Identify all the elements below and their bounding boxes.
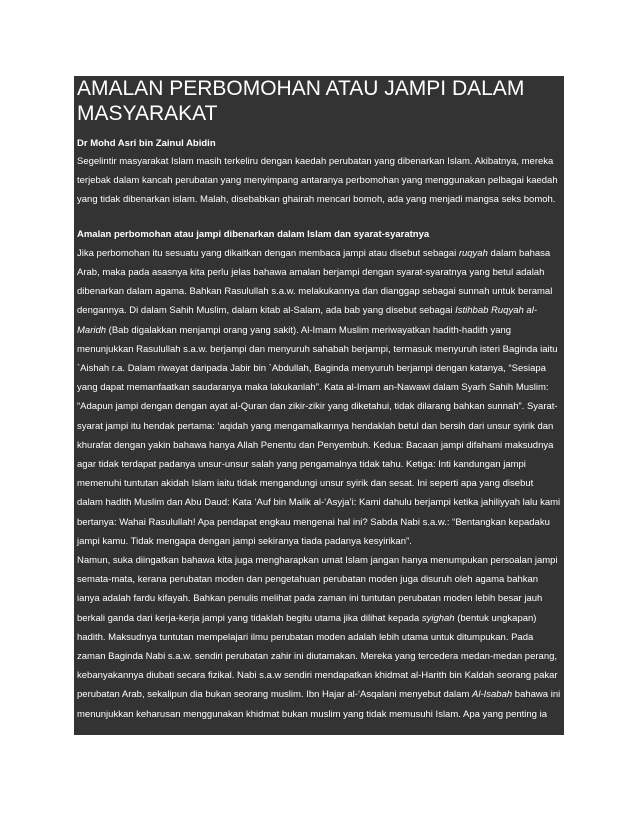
body2-text-b: (bentuk ungkapan) hadith. Maksudnya tuntutan mempelajari ilmu perubatan moden adalah lebih utama untuk ditumpukan. Pada zaman Baginda Nabi s.a.w. sendiri perubatan zahir ini diutamakan. Mereka yang tercedera medan-medan perang, kebanyakannya diubati secara fizikal. Nabi s.a.w sendiri mendapatkan khidmat al-Harith bin Kaldah seorang pakar perubatan Arab, sekalipun dia bukan seorang muslim. Ibn Hajar al-‘Asqalani menyebut dalam xyxy=(77,612,558,701)
body2-text-c: bahawa ini menunjukkan keharusan menggunakan khidmat bukan muslim yang tidak memusuhi Islam. Apa yang penting ia xyxy=(77,689,561,720)
paragraph-spacer xyxy=(77,210,561,219)
body2-isabah-term: Al-Isabah xyxy=(472,689,513,701)
body-paragraph-2 xyxy=(77,551,561,724)
intro-paragraph: Segelintir masyarakat Islam masih terkeliru dengan kaedah perubatan yang dibenarkan Islam. Akibatnya, mereka terjebak dalam kancah perubatan yang menyimpang antaranya perbomohan yang menggunakan pelbagai kaedah yang tidak dibenarkan islam. Malah, disebabkan ghairah mencari bomoh, ada yang menjadi mangsa seks bomoh. xyxy=(77,156,558,206)
body1-text-c: (Bab digalakkan menjampi orang yang sakit). Al-Imam Muslim meriwayatkan hadith-hadith yang menunjukkan Rasulullah s.a.w. berjampi dan menyuruh sahabah berjampi, termasuk menyuruh isteri Baginda iaitu `Aishah r.a. Dalam riwayat daripada Jabir bin `Abdullah, Baginda menyuruh berjampi dengan katanya, “Sesiapa yang dapat memanfaatkan saudaranya maka lakukanlah”. Kata al-Imam an-Nawawi dalam Syarh Sahih Muslim: “Adapun jampi dengan dengan ayat al-Quran dan zikir-zikir yang diketahui, tidak dilarang bahkan sunnah”. Syarat-syarat jampi itu hendak pertama: ‘aqidah yang mengamalkannya hendaklah betul dan bersih dari unsur syirik dan khurafat dengan yakin bahawa hanya Allah Penentu dan Penyembuh. Kedua: Bacaan jampi difahami maksudnya agar tidak terdapat padanya unsur-unsur salah yang pengamalnya tidak tahu. Ketiga: Inti kandungan jampi memenuhi tuntutan akidah Islam iaitu tidak mengandungi unsur syirik dan sesat. Ini seperti apa yang disebut dalam hadith Muslim dan Abu Daud: Kata ‘Auf bin Malik al-‘Asyja’i: Kami dahulu berjampi ketika jahiliyyah lalu kami bertanya: Wahai Rasulullah! Apa pendapat engkau mengenai hal ini? Sabda Nabi s.a.w.: “Bentangkan kepadaku jampi kamu. Tidak mengapa dengan jampi sekiranya tiada padanya kesyirikan”. xyxy=(77,324,561,547)
body1-text-a: Jika perbomohan itu sesuatu yang dikaitkan dengan membaca jampi atau disebut sebagai xyxy=(77,247,459,259)
body1-istihbab-term: Istihbab Ruqyah al-Maridh xyxy=(77,305,537,336)
body1-ruqyah-term: ruqyah xyxy=(458,247,488,259)
article-title: AMALAN PERBOMOHAN ATAU JAMPI DALAM MASYARAKAT xyxy=(77,77,525,125)
body-paragraph-1 xyxy=(77,244,561,551)
article-panel xyxy=(74,76,564,735)
body1-text-b: dalam bahasa Arab, maka pada asasnya kita perlu jelas bahawa amalan berjampi dengan syarat-syaratnya yang betul adalah dibenarkan dalam agama. Bahkan Rasulullah s.a.w. melakukannya dan dianggap sebagai sunnah untuk beramal dengannya. Di dalam Sahih Muslim, dalam kitab al-Salam, ada bab yang disebut sebagai xyxy=(77,247,553,317)
author-name: Dr Mohd Asri bin Zainul Abidin xyxy=(77,138,216,149)
body2-syighah-term: syighah xyxy=(421,612,455,624)
body2-text-a: Namun, suka diingatkan bahawa kita juga mengharapkan umat Islam jangan hanya menumpukan persoalan jampi semata-mata, kerana perubatan moden dan pengetahuan perubatan moden juga disuruh oleh agama bahkan ianya adalah fardu kifayah. Bahkan penulis melihat pada zaman ini tuntutan perubatan moden lebih besar jauh berkali ganda dari kerja-kerja jampi yang tidaklah begitu utama jika dilihat kepada xyxy=(77,555,558,624)
section-heading: Amalan perbomohan atau jampi dibenarkan dalam Islam dan syarat-syaratnya xyxy=(77,228,430,240)
